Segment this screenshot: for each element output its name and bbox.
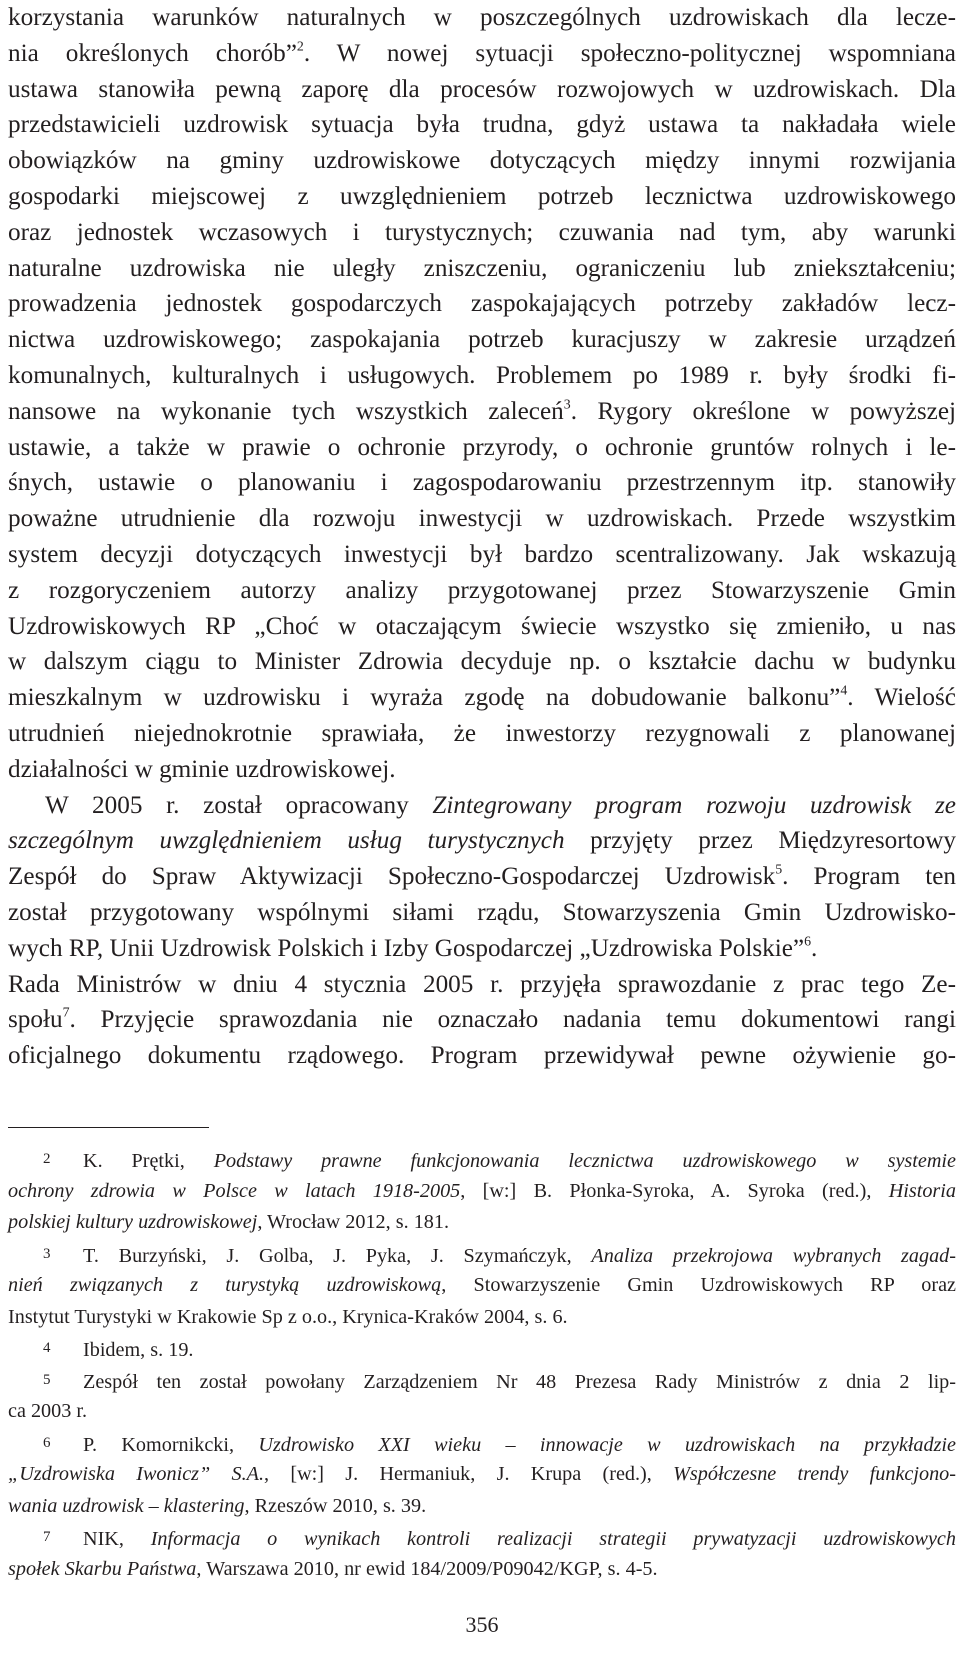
text-line: śnych, ustawie o planowaniu i zagospodarowaniu przestrzennym itp. stanowiły [8, 469, 956, 497]
text-line: nia określonych chorób”$^2$. W nowej sytuacji społeczno-politycznej wspomniana [8, 38, 956, 67]
text-line: z rozgoryczeniem autorzy analizy przygotowanej przez Stowarzyszenie Gmin [8, 576, 956, 604]
footnote-line: społek Skarbu Państwa, Warszawa 2010, nr ewid 184/2009/P09042/KGP, s. 4-5. [8, 1557, 658, 1580]
text-line: mieszkalnym w uzdrowisku i wyraża zgodę na dobudowanie balkonu”$^4$. Wielość [8, 682, 956, 712]
footnote-line: 6 P. Komornikcki, Uzdrowisko XXI wieku – innowacje w uzdrowiskach na przykładzie [8, 1428, 956, 1460]
footnote-ref[interactable]: 3 [563, 396, 571, 412]
footnote-number: 2 [43, 1151, 51, 1167]
text-line: działalności w gminie uzdrowiskowej. [8, 755, 396, 783]
footnote-number: 4 [43, 1340, 51, 1356]
footnote-line: 7 NIK, Informacja o wynikach kontroli realizacji strategii prywatyzacji uzdrowiskowych [8, 1522, 956, 1554]
footnote-ref[interactable]: 5 [775, 861, 783, 877]
text-line: nictwa uzdrowiskowego; zaspokajania potrzeb kuracjuszy w zakresie urządzeń [8, 326, 956, 354]
text-line: Uzdrowiskowych RP „Choć w otaczającym świecie wszystko się zmieniło, u nas [8, 612, 956, 640]
text-line: oficjalnego dokumentu rządowego. Program przewidywał pewne ożywienie go- [8, 1042, 956, 1070]
text-line: system decyzji dotyczących inwestycji był bardzo scentralizowany. Jak wskazują [8, 540, 956, 568]
footnote-ref[interactable]: 4 [840, 682, 848, 698]
program-title: Zintegrowany program rozwoju uzdrowisk ze [432, 791, 956, 819]
text-line: korzystania warunków naturalnych w poszczególnych uzdrowiskach dla lecze- [8, 4, 956, 31]
text-line: społu$^7$. Przyjęcie sprawozdania nie oznaczało nadania temu dokumentowi rangi [8, 1004, 956, 1034]
footnote-number: 3 [43, 1245, 51, 1262]
footnote-ref[interactable]: 6 [804, 933, 812, 949]
main-text [8, 0, 956, 1074]
footnote-line: Instytut Turystyki w Krakowie Sp z o.o., Krynica-Kraków 2004, s. 6. [8, 1305, 568, 1328]
page-number: 356 [465, 1612, 499, 1637]
paragraph-start-line: W 2005 r. został opracowany Zintegrowany program rozwoju uzdrowisk ze [45, 791, 956, 819]
footnote-line: 5 Zespół ten został powołany Zarządzeniem Nr 48 Prezesa Rady Ministrów z dnia 2 lip- [8, 1365, 956, 1397]
text-line: komunalnych, kulturalnych i usługowych. Problemem po 1989 r. były środki fi- [8, 361, 956, 389]
footnote-line: 2 K. Prętki, Podstawy prawne funkcjonowania lecznictwa uzdrowiskowego w systemie [8, 1144, 956, 1176]
footnote-line: nień związanych z turystyką uzdrowiskową, Stowarzyszenie Gmin Uzdrowiskowych RP oraz [8, 1274, 956, 1296]
footnote-line: 3 T. Burzyński, J. Golba, J. Pyka, J. Szymańczyk, Analiza przekrojowa wybranych zagad- [8, 1239, 956, 1271]
footnote-line: wania uzdrowisk – klastering, Rzeszów 2010, s. 39. [8, 1494, 427, 1517]
footnote-ref[interactable]: 7 [62, 1004, 70, 1020]
text-line: naturalne uzdrowiska nie uległy zniszczeniu, ograniczeniu lub zniekształceniu; [8, 254, 956, 282]
document-page [8, 0, 956, 1654]
text-line: poważne utrudnienie dla rozwoju inwestycji w uzdrowiskach. Przede wszystkim [8, 505, 956, 533]
footnote-line: 4 Ibidem, s. 19. [8, 1333, 956, 1365]
text-line: w dalszym ciągu to Minister Zdrowia decyduje np. o kształcie dachu w budynku [8, 648, 956, 676]
program-title: szczególnym uwzględnieniem usług turystycznych [8, 827, 565, 855]
footnote-number: 7 [43, 1529, 51, 1545]
text-line: szczególnym uwzględnieniem usług turystycznych przyjęty przez Międzyresortowy [8, 827, 956, 855]
text-line: przedstawicieli uzdrowisk sytuacja była trudna, gdyż ustawa ta nakładała wiele [8, 111, 956, 139]
footnote-number: 6 [43, 1434, 51, 1451]
footnote-number: 5 [43, 1371, 51, 1388]
text-line: prowadzenia jednostek gospodarczych zaspokajających potrzeby zakładów lecz- [8, 290, 956, 318]
text-line: obowiązków na gminy uzdrowiskowe dotyczących między innymi rozwijania [8, 147, 956, 175]
footnote-separator [8, 1127, 209, 1128]
footnote-line: „Uzdrowiska Iwonicz” S.A., [w:] J. Hermaniuk, J. Krupa (red.), Współczesne trendy funkcjono- [8, 1463, 956, 1485]
footnotes [8, 1144, 956, 1585]
text-line: ustawie, a także w prawie o ochronie przyrody, o ochronie gruntów rolnych i le- [8, 433, 956, 461]
text-line: wych RP, Unii Uzdrowisk Polskich i Izby Gospodarczej „Uzdrowiska Polskie”$^6$. [8, 933, 818, 962]
footnote-line: polskiej kultury uzdrowiskowej, Wrocław 2012, s. 181. [8, 1211, 450, 1233]
footnote-line: ochrony zdrowia w Polsce w latach 1918-2005, [w:] B. Płonka-Syroka, A. Syroka (red.), Historia [8, 1179, 956, 1202]
footnote-ref[interactable]: 2 [296, 38, 304, 54]
text-line: nansowe na wykonanie tych wszystkich zaleceń$^3$. Rygory określone w powyższej [8, 396, 956, 425]
text-line: Rada Ministrów w dniu 4 stycznia 2005 r. przyjęła sprawozdanie z prac tego Ze- [8, 970, 956, 998]
text-line: utrudnień niejednokrotnie sprawiała, że inwestorzy rezygnowali z planowanej [8, 719, 956, 747]
text-line: Zespół do Spraw Aktywizacji Społeczno-Gospodarczej Uzdrowisk$^5$. Program ten [8, 861, 957, 891]
text-line: oraz jednostek wczasowych i turystycznych; czuwania nad tym, aby warunki [8, 218, 956, 246]
text-line: ustawa stanowiła pewną zaporę dla procesów rozwojowych w uzdrowiskach. Dla [8, 75, 956, 103]
text-line: został przygotowany wspólnymi siłami rządu, Stowarzyszenia Gmin Uzdrowisko- [8, 898, 956, 926]
footnote-line: ca 2003 r. [8, 1400, 88, 1422]
text-line: gospodarki miejscowej z uwzględnieniem potrzeb lecznictwa uzdrowiskowego [8, 182, 956, 210]
